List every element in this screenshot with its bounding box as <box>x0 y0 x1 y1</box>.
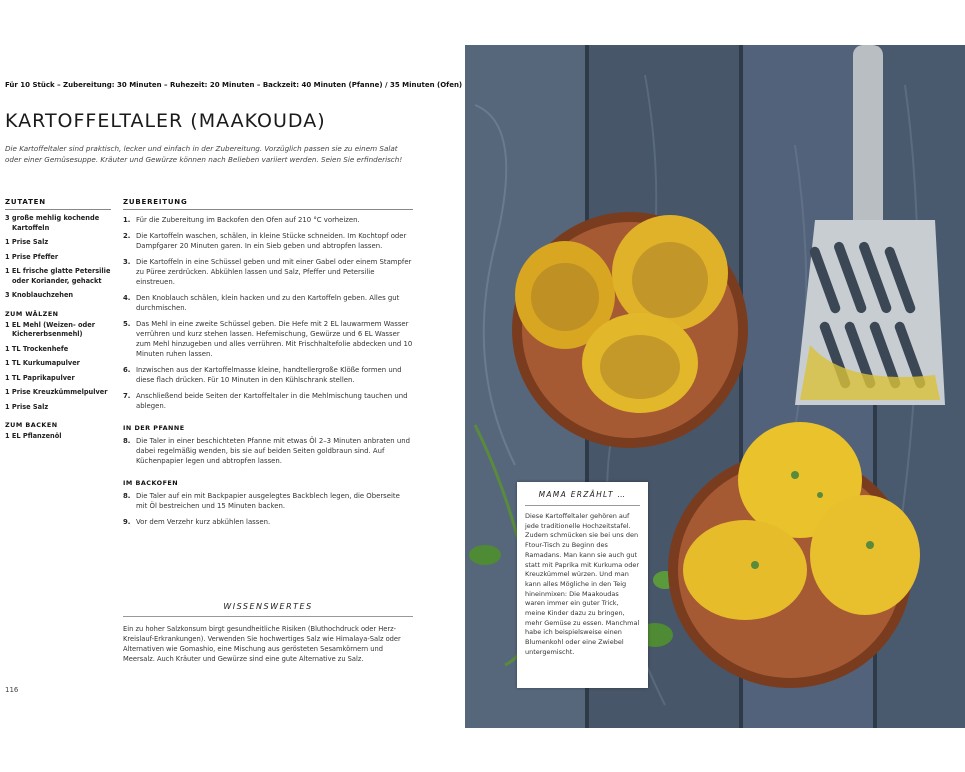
step-item: 2. Die Kartoffeln waschen, schälen, in kleine Stücke schneiden. Im Kochtopf oder Dampfgarer 20 Minuten garen. In ein Sieb geben und abtropfen lassen. <box>123 232 407 250</box>
ingredients-divider <box>5 209 111 210</box>
preparation-divider <box>123 209 413 210</box>
ingredient-item: 1 TL Trockenhefe <box>5 344 69 353</box>
step-item: 1. Für die Zubereitung im Backofen den Ofen auf 210 °C vorheizen. <box>123 216 360 224</box>
wissenswertes-title: WISSENSWERTES <box>223 602 313 611</box>
mama-erzaehlt-text: Diese Kartoffeltaler gehören auf jede traditionelle Hochzeitstafel. Zudem schmücken sie bei uns den Ftour-Tisch zu Beginn des Ramadans. Man kann sie auch gut statt mit Paprika mit Kurkuma oder Kreuzkümmel würzen. Und man kann alles Mögliche in den Teig hineinmixen: Die Maakoudas waren immer ein guter Trick, meine Kinder dazu zu bringen, mehr Gemüse zu essen. Manchmal habe ich beispielsweise einen Blumenkohl oder eine Zwiebel untergemischt. <box>525 512 640 656</box>
taler <box>810 495 920 615</box>
ingredient-item: 3 Knoblauchzehen <box>5 291 74 299</box>
step-item: 6. Inzwischen aus der Kartoffelmasse kleine, handtellergroße Klöße formen und diese flach drücken. Für 10 Minuten in den Kühlschrank stellen. <box>123 366 402 384</box>
step-item: 7. Anschließend beide Seiten der Kartoffeltaler in die Mehlmischung tauchen und ablegen. <box>123 392 408 410</box>
ingredient-item: 1 EL frische glatte Petersilie oder Koriander, gehackt <box>5 267 111 285</box>
preparation-heading: ZUBEREITUNG <box>123 198 188 206</box>
wissenswertes-divider <box>123 616 413 617</box>
wissenswertes-text: Ein zu hoher Salzkonsum birgt gesundheitliche Risiken (Bluthochdruck oder Herz-Kreislauf-Erkrankungen). Verwenden Sie hochwertiges Salz wie Himalaya-Salz oder Alternativen wie Gomashio, eine Mischung aus gerösteten Sesamkörnern und Meersalz. Auch Kräuter und Gewürze sind eine gute Alternative zu Salz. <box>123 625 401 663</box>
ingredient-item: 3 große mehlig kochende Kartoffeln <box>5 214 100 232</box>
step-item: 8. Die Taler in einer beschichteten Pfanne mit etwas Öl 2–3 Minuten anbraten und dabei regelmäßig wenden, bis sie auf beiden Seiten goldbraun sind. Auf Küchenpapier legen und abtropfen lassen. <box>123 437 410 465</box>
ingredient-item: 1 TL Paprikapulver <box>5 373 75 382</box>
spatula-handle <box>853 45 883 235</box>
ingredient-item: 1 Prise Salz <box>5 238 49 246</box>
page-title: KARTOFFELTALER (MAAKOUDA) <box>5 110 326 132</box>
recipe-meta-line: Für 10 Stück – Zubereitung: 30 Minuten – Ruhezeit: 20 Minuten – Backzeit: 40 Minuten (Pfanne) / 35 Minuten (Ofen) <box>5 81 463 89</box>
ingredient-item: 1 Prise Pfeffer <box>5 252 59 261</box>
mama-erzaehlt-divider <box>525 505 640 506</box>
step-item: 3. Die Kartoffeln in eine Schüssel geben und mit einer Gabel oder einem Stampfer zu Püree zerdrücken. Abkühlen lassen und Salz, Pfeffer und Petersilie einstreuen. <box>123 258 412 286</box>
step-item: 5. Das Mehl in eine zweite Schüssel geben. Die Hefe mit 2 EL lauwarmem Wasser verrühren und kurz stehen lassen. Hefemischung, Gewürze und 6 EL Wasser zum Mehl hinzugeben und alles verrühren. Mit Frischhaltefolie abdecken und 10 Minuten ruhen lassen. <box>123 320 413 358</box>
preparation-steps <box>123 215 413 533</box>
ingredient-item: 1 TL Kurkumapulver <box>5 359 80 367</box>
herb-leaf <box>469 545 501 565</box>
mama-erzaehlt-box <box>517 482 648 688</box>
ingredient-item: 1 Prise Kreuzkümmelpulver <box>5 388 108 396</box>
ingredients-subheading-baking: ZUM BACKEN <box>5 421 58 429</box>
step-item: 8. Die Taler auf ein mit Backpapier ausgelegtes Backblech legen, die Oberseite mit Öl bestreichen und 15 Minuten backen. <box>123 492 400 510</box>
ingredients-heading: ZUTATEN <box>5 198 46 206</box>
step-item: 4. Den Knoblauch schälen, klein hacken und zu den Kartoffeln geben. Alles gut durchmischen. <box>123 294 400 312</box>
pan-subheading: IN DER PFANNE <box>123 424 185 432</box>
mama-erzaehlt-title: MAMA ERZÄHLT … <box>538 490 627 499</box>
recipe-intro: Die Kartoffeltaler sind praktisch, lecker und einfach in der Zubereitung. Vorzüglich passen sie zu einem Salat oder einer Gemüsesuppe. Kräuter und Gewürze können nach Belieben variiert werden. Seien Sie erfinderisch! <box>5 144 403 164</box>
ingredient-item: 1 Prise Salz <box>5 402 49 411</box>
ingredient-item: 1 EL Mehl (Weizen- oder Kichererbsenmehl) <box>5 320 95 338</box>
ingredients-subheading-coating: ZUM WÄLZEN <box>5 309 59 318</box>
step-item: 9. Vor dem Verzehr kurz abkühlen lassen. <box>123 518 271 526</box>
ingredient-item: 1 EL Pflanzenöl <box>5 432 62 440</box>
ingredients-list <box>5 214 111 447</box>
page-number: 116 <box>5 686 19 694</box>
taler <box>683 520 807 620</box>
oven-subheading: IM BACKOFEN <box>123 479 179 487</box>
